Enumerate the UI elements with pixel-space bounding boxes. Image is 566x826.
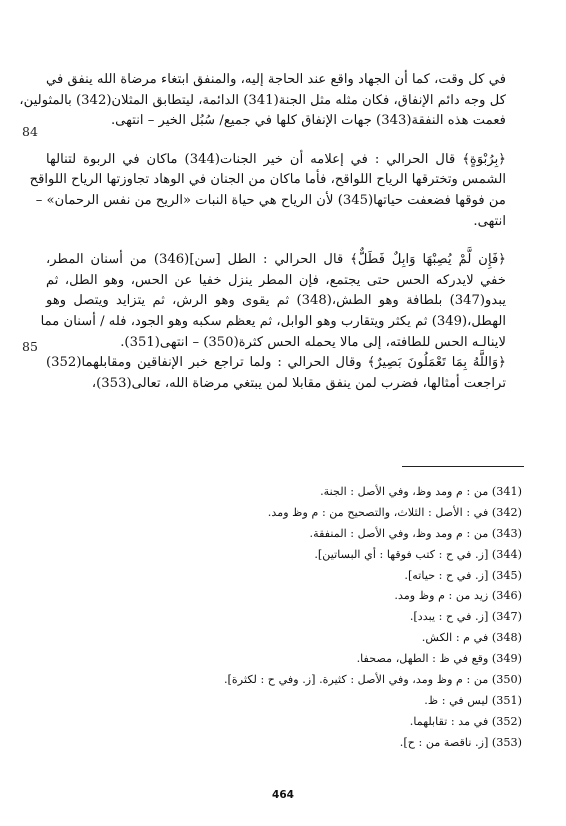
footnote: (345) [ز. في ح : حياته]. — [404, 568, 522, 582]
text-line: فعمت هذه النفقة(343) جهات الإنفاق كلها في جميع/ سُبُل الخير – انتهى. — [110, 113, 506, 129]
footnote: (353) [ز. ناقصة من : ح]. — [399, 735, 522, 749]
footnote: (349) وقع في ظ : الطهل، مصحفا. — [356, 652, 522, 666]
paragraph-gap — [46, 232, 506, 250]
text-line: تراجعت أمثالها، فضرب لمن ينفق مقابلا لمن يبتغي مرضاة الله، تعالى(353)، — [91, 375, 506, 391]
footnote-separator — [402, 466, 524, 467]
text-line: ﴿بِرُبْوَةٍ﴾ قال الحرالي : في إعلامه أن خير الجنات(344) ماكان في الربوة لتنالها — [46, 151, 506, 167]
footnote: (352) في مد : تقابلهما. — [409, 714, 522, 728]
text-line: ﴿وَاللَّهُ بِمَا تَعْمَلُونَ بَصِيرٌ﴾ وقال الحرالي : ولما تراجع خبر الإنفاقين ومقابلهما(352) — [46, 355, 506, 371]
footnote: (350) من : م وظ ومد، وفي الأصل : كثيرة. [ز. وفي ح : لكثرة]. — [224, 673, 522, 687]
footnote: (343) من : م ومد وظ، وفي الأصل : المنفقة. — [309, 526, 522, 540]
text-line: انتهى. — [473, 213, 506, 229]
page-number: 464 — [272, 789, 294, 801]
text-line: الهطل،(349) ثم يكثر ويتقارب وهو الوابل، ثم يعظم سكبه وهو الجود، فله / أسنان مما — [40, 313, 506, 329]
margin-folio-number: 84 — [22, 124, 38, 139]
text-line: من فوقها فضعفت حياتها(345) لأن الرياح هي حياة النبات «الريح من نفس الرحمان» – — [35, 192, 506, 208]
footnote: (346) زيد من : م وظ ومد. — [394, 589, 522, 603]
footnote: (347) [ز. في ح : يبدد]. — [409, 610, 522, 624]
footnote: (344) [ز. في ح : كتب فوقها : أي البساتين]. — [314, 547, 522, 561]
text-line: الشمس وتخترقها الرياح اللواقح، فأما ماكان من الجنان في الوهاد تجاوزتها الرياح اللواقح — [29, 172, 506, 188]
text-line: ﴿فَإِن لَّمْ يُصِبْهَا وَابِلٌ فَطَلٌّ﴾ قال الحرالي : الطل [سن](346) من أسنان المطر، — [46, 252, 506, 268]
paragraph-gap — [46, 132, 506, 150]
footnote: (348) في م : الكش. — [421, 631, 522, 645]
text-line: خفي لايدركه الحس حتى يجتمع، فإن المطر ينزل خفيا عن الحس، وهو الطل، ثم — [46, 272, 506, 288]
footnote: (342) في : الأصل : الثلاث، والتصحيح من : م وظ ومد. — [267, 505, 522, 519]
text-line: لاينالـه الحس للطافته، إلى مالا يحمله الحس كثرة(350) – انتهى(351). — [120, 334, 506, 350]
text-line: كل وجه دائم الإنفاق، فكان مثله مثل الجنة(341) الدائمة، ليتطابق المثلان(342) بالمثولين، — [19, 92, 506, 108]
margin-folio-number: 85 — [22, 339, 38, 354]
text-line: يبدو(347) بلطافة وهو الطش،(348) ثم يقوى وهو الرش، ثم يتزايد ويتصل وهو — [46, 293, 506, 309]
text-line: في كل وقت، كما أن الجهاد واقع عند الحاجة إليه، والمنفق ابتغاء مرضاة الله ينفق في — [46, 72, 506, 87]
footnotes — [150, 482, 522, 754]
footnote: (351) ليس في : ظ. — [424, 693, 522, 707]
footnote: (341) من : م ومد وظ، وفي الأصل : الجنة. — [320, 485, 522, 498]
